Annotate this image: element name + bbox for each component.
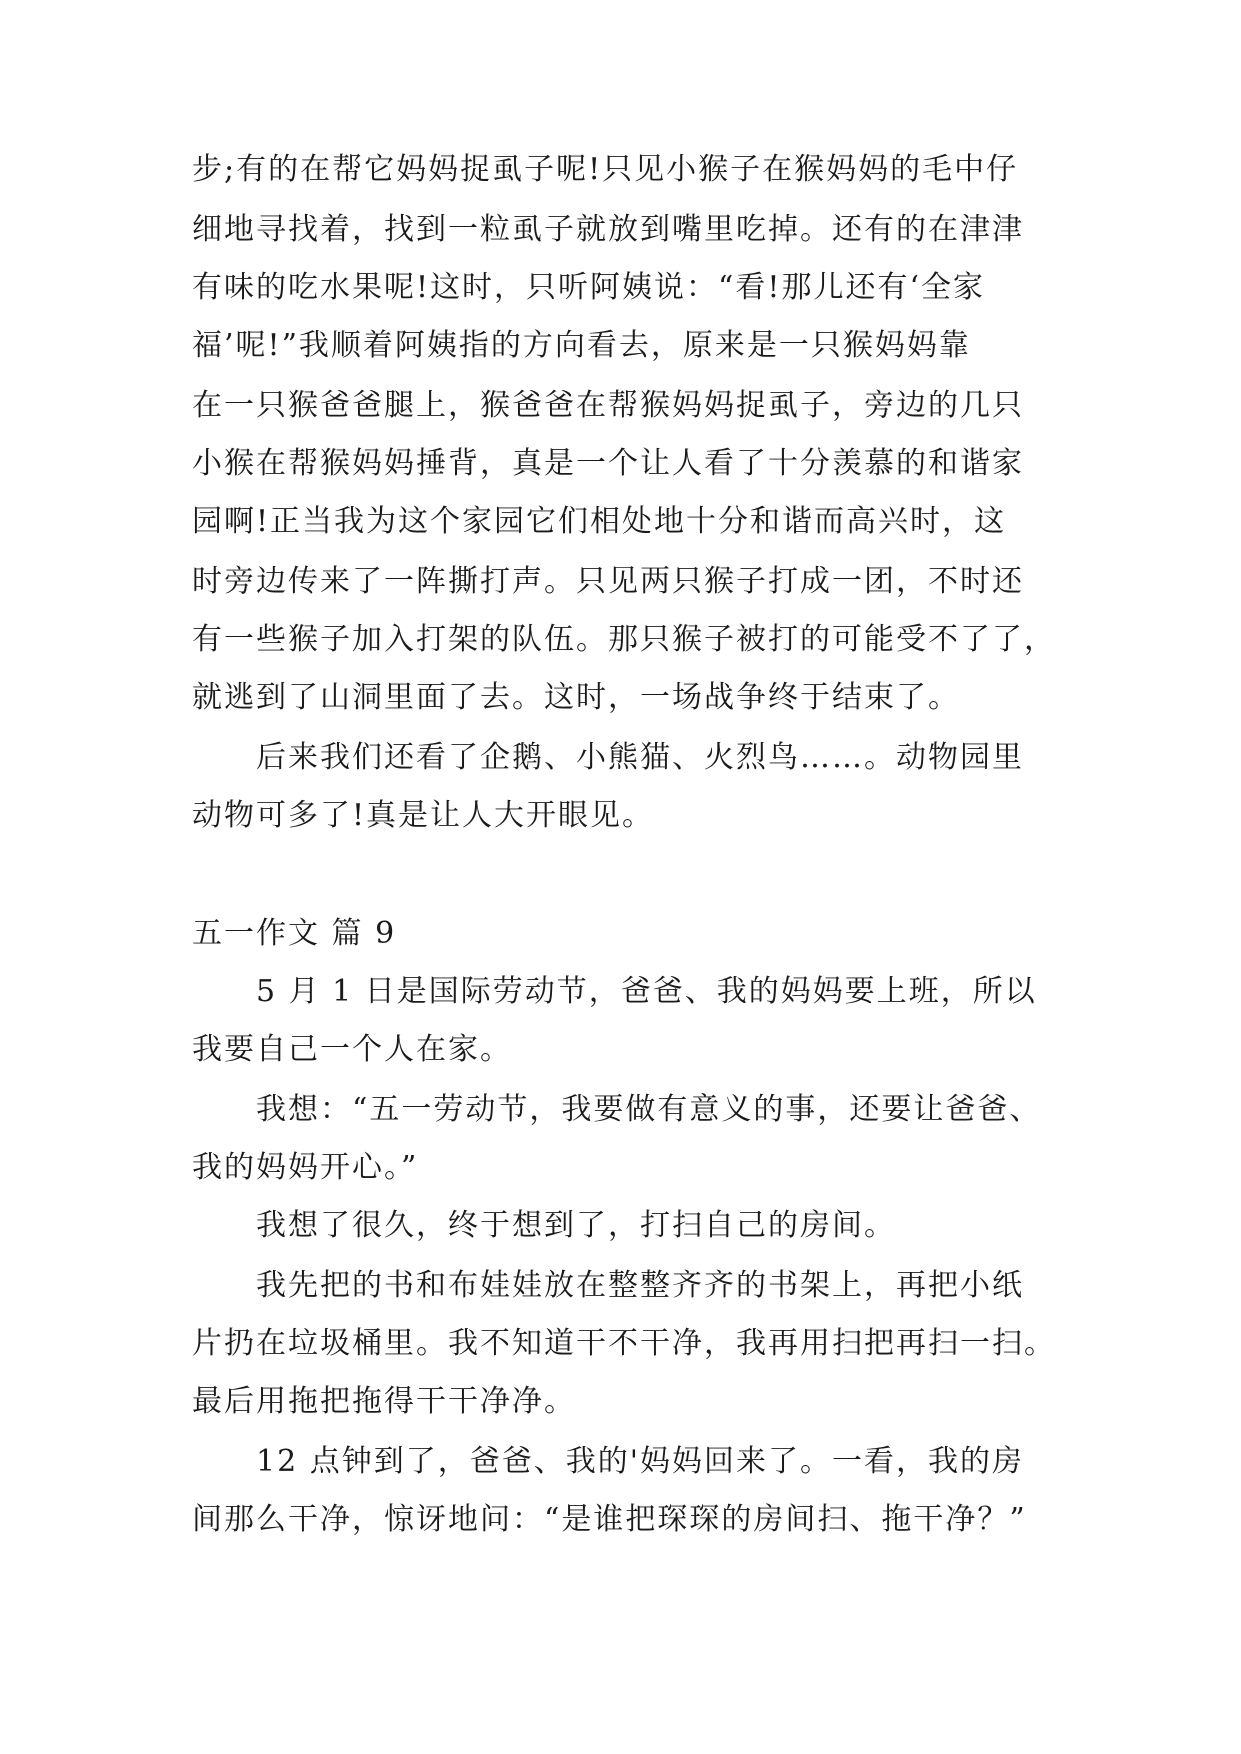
paragraph-line: 小猴在帮猴妈妈捶背，真是一个让人看了十分羡慕的和谐家 bbox=[192, 446, 1024, 481]
paragraph-line: 细地寻找着，找到一粒虱子就放到嘴里吃掉。还有的在津津 bbox=[192, 212, 1024, 247]
paragraph-line: 园啊!正当我为这个家园它们相处地十分和谐而高兴时，这 bbox=[192, 504, 1007, 539]
paragraph-line: 我先把的书和布娃娃放在整整齐齐的书架上，再把小纸 bbox=[256, 1268, 1024, 1303]
paragraph-line: 最后用拖把拖得干干净净。 bbox=[192, 1384, 576, 1419]
paragraph-line: 在一只猴爸爸腿上，猴爸爸在帮猴妈妈捉虱子，旁边的几只 bbox=[192, 388, 1024, 423]
paragraph-line: 动物可多了!真是让人大开眼见。 bbox=[192, 798, 655, 833]
paragraph-line: 福’呢!”我顺着阿姨指的方向看去，原来是一只猴妈妈靠 bbox=[192, 328, 971, 363]
paragraph-line: 我想了很久，终于想到了，打扫自己的房间。 bbox=[256, 1208, 896, 1243]
paragraph-line: 时旁边传来了一阵撕打声。只见两只猴子打成一团，不时还 bbox=[192, 564, 1024, 599]
paragraph-line: 有一些猴子加入打架的队伍。那只猴子被打的可能受不了了， bbox=[192, 622, 1056, 657]
paragraph-line: 步;有的在帮它妈妈捉虱子呢!只见小猴子在猴妈妈的毛中仔 bbox=[192, 152, 1019, 187]
paragraph-line: 就逃到了山洞里面了去。这时，一场战争终于结束了。 bbox=[192, 680, 960, 715]
paragraph-line: 片扔在垃圾桶里。我不知道干不干净，我再用扫把再扫一扫。 bbox=[192, 1326, 1056, 1361]
paragraph-line: 间那么干净，惊讶地问：“是谁把琛琛的房间扫、拖干净？” bbox=[192, 1502, 1027, 1537]
paragraph-line: 我的妈妈开心。” bbox=[192, 1150, 419, 1185]
paragraph-line: 12 点钟到了，爸爸、我的'妈妈回来了。一看，我的房 bbox=[256, 1444, 1024, 1479]
paragraph-line: 有味的吃水果呢!这时，只听阿姨说：“看!那儿还有‘全家 bbox=[192, 270, 985, 305]
paragraph-line: 后来我们还看了企鹅、小熊猫、火烈鸟……。动物园里 bbox=[256, 740, 1024, 775]
section-heading: 五一作文 篇 9 bbox=[192, 916, 397, 951]
paragraph-line: 我想：“五一劳动节，我要做有意义的事，还要让爸爸、 bbox=[256, 1092, 1042, 1127]
paragraph-line: 我要自己一个人在家。 bbox=[192, 1032, 512, 1067]
paragraph-line: 5 月 1 日是国际劳动节，爸爸、我的妈妈要上班，所以 bbox=[256, 974, 1037, 1009]
